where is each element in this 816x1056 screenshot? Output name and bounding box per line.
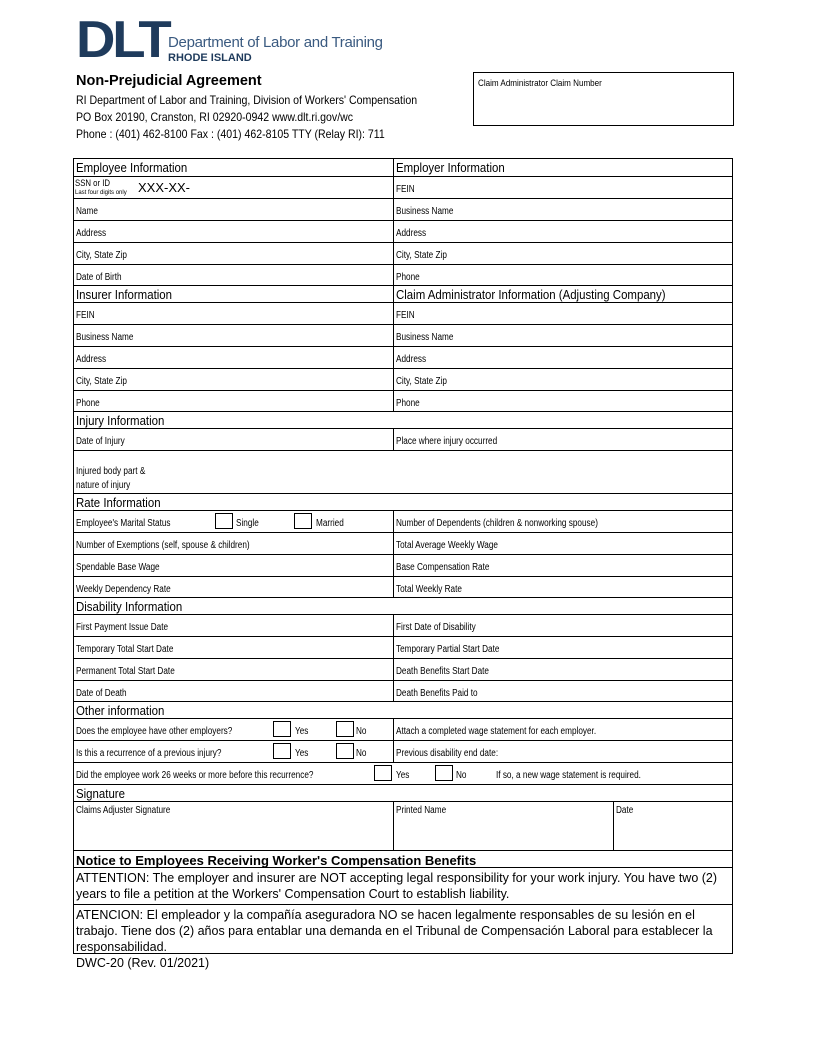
- body-part-label-2: nature of injury: [76, 480, 131, 491]
- logo-state: RHODE ISLAND: [168, 52, 252, 64]
- temp-total-label: Temporary Total Start Date: [76, 644, 174, 655]
- form-row: [74, 220, 732, 243]
- recurrence-no-checkbox[interactable]: [336, 743, 354, 759]
- recurrence-question: Is this a recurrence of a previous injury?: [76, 748, 222, 759]
- injury-date-label: Date of Injury: [76, 436, 125, 447]
- insurer-city-label: City, State Zip: [76, 376, 127, 387]
- employee-address-label: Address: [76, 228, 107, 239]
- signature-header: Signature: [76, 786, 125, 801]
- logo-department: Department of Labor and Training: [168, 34, 383, 51]
- date-label: Date: [616, 805, 634, 816]
- dependents-label: Number of Dependents (children & nonworking spouse): [396, 518, 598, 529]
- claim-admin-phone-label: Phone: [396, 398, 420, 409]
- no-label: No: [356, 748, 367, 759]
- ssn-label: SSN or ID: [75, 178, 111, 189]
- insurer-business-label: Business Name: [76, 332, 134, 343]
- claim-number-field[interactable]: [473, 72, 734, 126]
- notice-english-row: [74, 867, 732, 905]
- other-employers-no-checkbox[interactable]: [336, 721, 354, 737]
- yes-label: Yes: [295, 726, 309, 737]
- date-of-death-label: Date of Death: [76, 688, 127, 699]
- ssn-input[interactable]: XXX-XX-: [138, 180, 191, 195]
- form-row: [74, 242, 732, 265]
- recurrence-yes-checkbox[interactable]: [273, 743, 291, 759]
- employee-dob-label: Date of Birth: [76, 272, 122, 283]
- married-label: Married: [316, 518, 344, 529]
- yes-label: Yes: [295, 748, 309, 759]
- notice-header: Notice to Employees Receiving Worker's Compensation Benefits: [76, 853, 477, 868]
- single-label: Single: [236, 518, 259, 529]
- weeks-worked-question: Did the employee work 26 weeks or more before this recurrence?: [76, 770, 314, 781]
- adjuster-signature-label: Claims Adjuster Signature: [76, 805, 171, 816]
- form-row: [74, 740, 732, 763]
- new-wage-statement-note: If so, a new wage statement is required.: [496, 770, 641, 781]
- employee-name-label: Name: [76, 206, 98, 217]
- section-header-row: [74, 159, 732, 176]
- injury-place-label: Place where injury occurred: [396, 436, 498, 447]
- form-row: [74, 658, 732, 681]
- total-weekly-label: Total Weekly Rate: [396, 584, 462, 595]
- claim-admin-city-label: City, State Zip: [396, 376, 447, 387]
- section-header-row: [74, 411, 732, 429]
- perm-total-label: Permanent Total Start Date: [76, 666, 175, 677]
- page-title: Non-Prejudicial Agreement: [76, 73, 262, 89]
- notice-spanish-row: [74, 904, 732, 956]
- logo-mark: DLT: [76, 11, 169, 69]
- disability-header: Disability Information: [76, 599, 183, 614]
- employer-city-label: City, State Zip: [396, 250, 447, 261]
- exemptions-label: Number of Exemptions (self, spouse & children): [76, 540, 250, 551]
- base-comp-label: Base Compensation Rate: [396, 562, 490, 573]
- form-row: [74, 390, 732, 412]
- claim-admin-business-label: Business Name: [396, 332, 454, 343]
- first-disability-date-label: First Date of Disability: [396, 622, 476, 633]
- marital-status-label: Employee's Marital Status: [76, 518, 171, 529]
- claim-admin-address-label: Address: [396, 354, 427, 365]
- form-row: [74, 680, 732, 702]
- first-payment-label: First Payment Issue Date: [76, 622, 169, 633]
- notice-spanish: ATENCION: El empleador y la compañía aseguradora NO se hacen legalmente responsables de su lesión en el trabajo. Tiene dos (2) años para entablar una demanda en el Tribunal de Compensación Laboral para establecer la responsabilidad.: [76, 908, 713, 954]
- address-line-1: RI Department of Labor and Training, Division of Workers' Compensation: [76, 93, 418, 107]
- form-row: [74, 532, 732, 555]
- weeks-worked-no-checkbox[interactable]: [435, 765, 453, 781]
- ssn-note: Last four digits only: [75, 190, 127, 196]
- yes-label: Yes: [396, 770, 410, 781]
- form-row: [74, 302, 732, 325]
- no-label: No: [356, 726, 367, 737]
- death-start-label: Death Benefits Start Date: [396, 666, 489, 677]
- weekly-dependency-label: Weekly Dependency Rate: [76, 584, 171, 595]
- form-row: [74, 718, 732, 741]
- form-row: [74, 636, 732, 659]
- other-employers-question: Does the employee have other employers?: [76, 726, 233, 737]
- address-line-3: Phone : (401) 462-8100 Fax : (401) 462-8105 TTY (Relay RI): 711: [76, 127, 385, 141]
- claim-admin-header: Claim Administrator Information (Adjusting Company): [396, 287, 666, 302]
- body-part-label-1: Injured body part &: [76, 466, 146, 477]
- form-row: [74, 450, 732, 494]
- weeks-worked-yes-checkbox[interactable]: [374, 765, 392, 781]
- notice-header-row: [74, 850, 732, 868]
- notice-english: ATTENTION: The employer and insurer are NOT accepting legal responsibility for your work injury. You have two (2) years to file a petition at the Workers' Compensation Court to establish liability.: [76, 871, 718, 901]
- married-checkbox[interactable]: [294, 513, 312, 529]
- employer-address-label: Address: [396, 228, 427, 239]
- form-row: [74, 324, 732, 347]
- rate-header: Rate Information: [76, 495, 161, 510]
- claim-number-label: Claim Administrator Claim Number: [478, 78, 602, 89]
- form-number: DWC-20 (Rev. 01/2021): [76, 956, 210, 970]
- section-header-row: [74, 597, 732, 615]
- insurer-address-label: Address: [76, 354, 107, 365]
- no-label: No: [456, 770, 467, 781]
- employer-fein-label: FEIN: [396, 184, 415, 195]
- injury-header: Injury Information: [76, 413, 165, 428]
- insurer-phone-label: Phone: [76, 398, 100, 409]
- avg-wage-label: Total Average Weekly Wage: [396, 540, 498, 551]
- form-row: [74, 576, 732, 598]
- employer-business-label: Business Name: [396, 206, 454, 217]
- section-header-row: [74, 701, 732, 719]
- section-header-row: [74, 285, 732, 303]
- previous-disability-label: Previous disability end date:: [396, 748, 499, 759]
- form-row: [74, 346, 732, 369]
- printed-name-label: Printed Name: [396, 805, 447, 816]
- dlt-logo: [76, 11, 396, 69]
- form-table: [73, 158, 733, 954]
- employee-header: Employee Information: [76, 160, 188, 175]
- single-checkbox[interactable]: [215, 513, 233, 529]
- employer-header: Employer Information: [396, 160, 505, 175]
- form-row: [74, 554, 732, 577]
- wage-statement-note: Attach a completed wage statement for each employer.: [396, 726, 597, 737]
- form-row: [74, 368, 732, 391]
- form-row: [74, 510, 732, 533]
- spendable-wage-label: Spendable Base Wage: [76, 562, 160, 573]
- signature-row: [74, 801, 732, 851]
- form-row: [74, 198, 732, 221]
- form-row: [74, 176, 732, 199]
- death-paid-label: Death Benefits Paid to: [396, 688, 478, 699]
- employee-city-label: City, State Zip: [76, 250, 127, 261]
- section-header-row: [74, 493, 732, 511]
- form-row: [74, 614, 732, 637]
- other-employers-yes-checkbox[interactable]: [273, 721, 291, 737]
- form-row: [74, 428, 732, 451]
- employer-phone-label: Phone: [396, 272, 420, 283]
- section-header-row: [74, 784, 732, 802]
- temp-partial-label: Temporary Partial Start Date: [396, 644, 500, 655]
- claim-admin-fein-label: FEIN: [396, 310, 415, 321]
- insurer-header: Insurer Information: [76, 287, 173, 302]
- insurer-fein-label: FEIN: [76, 310, 95, 321]
- form-row: [74, 264, 732, 286]
- other-header: Other information: [76, 703, 165, 718]
- form-row: [74, 762, 732, 785]
- address-line-2: PO Box 20190, Cranston, RI 02920-0942 www.dlt.ri.gov/wc: [76, 110, 354, 124]
